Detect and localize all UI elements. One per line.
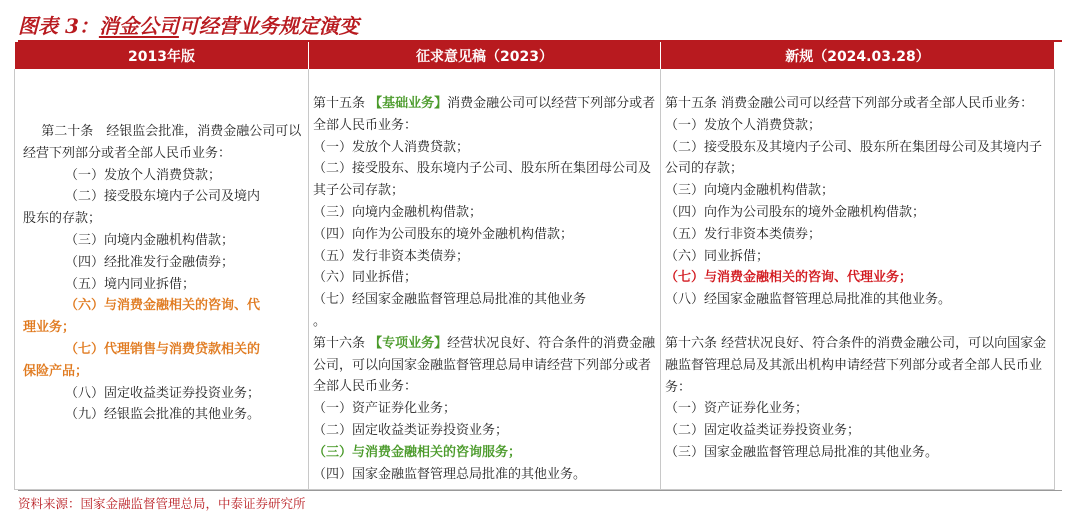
list-item: （五）境内同业拆借； bbox=[65, 276, 196, 292]
list-item: （六）同业拆借； bbox=[313, 270, 418, 286]
article-number: 第十五条 bbox=[313, 96, 370, 111]
article-text: 经营状况良好、符合条件的消费金融公司，可以向国家金融监督管理总局申请经营下列部分或者全部人民币业务： bbox=[313, 335, 656, 395]
list-item: （二）接受股东、股东境内子公司、股东所在集团母公司及其子公司存款； bbox=[313, 161, 652, 199]
figure-title-name: 消金公司 bbox=[98, 14, 179, 38]
header-2013: 2013年版 bbox=[15, 42, 309, 69]
list-item: （八）经国家金融监督管理总局批准的其他业务。 bbox=[665, 292, 952, 308]
list-item-highlight: （七）代理销售与消费贷款相关的 bbox=[65, 341, 261, 357]
figure-title bbox=[18, 10, 359, 39]
list-item: （七）经国家金融监督管理总局批准的其他业务 bbox=[313, 292, 587, 308]
list-item: 股东的存款； bbox=[23, 211, 102, 227]
article-16-intro bbox=[313, 333, 656, 398]
list-item: （四）国家金融监督管理总局批准的其他业务。 bbox=[313, 466, 587, 482]
column-2013 bbox=[15, 69, 309, 490]
figure-title-rest: 可经营业务规定演变 bbox=[178, 14, 359, 38]
list-item: 。 bbox=[313, 313, 327, 329]
list-item: （九）经银监会批准的其他业务。 bbox=[65, 407, 261, 423]
header-new-2024: 新规（2024.03.28） bbox=[661, 42, 1055, 69]
list-item-highlight: 理业务； bbox=[23, 320, 76, 336]
spacer bbox=[665, 311, 1050, 333]
table-header-row bbox=[15, 42, 1055, 69]
article-number: 第十六条 bbox=[313, 335, 370, 351]
list-item: （三）向境内金融机构借款； bbox=[65, 232, 235, 248]
article-15-intro: 第十五条 消费金融公司可以经营下列部分或者全部人民币业务： bbox=[665, 96, 1034, 111]
list-item: （一）发放个人消费贷款； bbox=[65, 167, 222, 183]
header-draft-2023: 征求意见稿（2023） bbox=[309, 42, 661, 69]
list-item: （六）同业拆借； bbox=[665, 248, 770, 264]
source-note: 资料来源：国家金融监督管理总局，中泰证券研究所 bbox=[18, 490, 1062, 512]
list-item: （一）资产证券化业务； bbox=[665, 401, 809, 417]
list-item: （二）接受股东及其境内子公司、股东所在集团母公司及其境内子公司的存款； bbox=[665, 139, 1043, 177]
list-item: （二）固定收益类证券投资业务； bbox=[665, 423, 861, 439]
list-item-highlight: （三）与消费金融相关的咨询服务； bbox=[313, 444, 522, 460]
article-20-intro: 第二十条 经银监会批准，消费金融公司可以经营下列部分或者全部人民币业务： bbox=[23, 124, 302, 161]
list-item: （五）发行非资本类债券； bbox=[313, 248, 470, 264]
column-draft-2023 bbox=[309, 69, 661, 490]
list-item: （一）发放个人消费贷款； bbox=[665, 117, 822, 133]
special-business-tag: 【专项业务】 bbox=[369, 335, 448, 351]
list-item: （一）发放个人消费贷款； bbox=[313, 139, 470, 155]
list-item: （一）资产证券化业务； bbox=[313, 401, 457, 417]
basic-business-tag: 【基础业务】 bbox=[369, 96, 448, 111]
list-item: （四）向作为公司股东的境外金融机构借款； bbox=[313, 226, 574, 242]
list-item: （二）接受股东境内子公司及境内 bbox=[65, 189, 261, 205]
article-15-intro bbox=[313, 93, 656, 137]
list-item: （三）国家金融监督管理总局批准的其他业务。 bbox=[665, 444, 939, 460]
article-16-intro: 第十六条 经营状况良好、符合条件的消费金融公司，可以向国家金融监督管理总局及其派出机构申请经营下列部分或者全部人民币业务： bbox=[665, 335, 1047, 395]
list-item: （四）向作为公司股东的境外金融机构借款； bbox=[665, 204, 926, 220]
list-item-highlight: 保险产品； bbox=[23, 363, 89, 379]
list-item: （三）向境内金融机构借款； bbox=[313, 204, 483, 220]
comparison-table bbox=[14, 42, 1055, 490]
figure-title-prefix: 图表 3： bbox=[18, 14, 99, 38]
list-item: （二）固定收益类证券投资业务； bbox=[313, 422, 509, 438]
title-bar bbox=[18, 8, 1062, 42]
list-item: （三）向境内金融机构借款； bbox=[665, 183, 835, 199]
list-item: （四）经批准发行金融债券； bbox=[65, 254, 235, 270]
column-new-2024 bbox=[661, 69, 1055, 490]
list-item: （五）发行非资本类债券； bbox=[665, 226, 822, 242]
list-item: （八）固定收益类证券投资业务； bbox=[65, 385, 261, 401]
list-item-highlight: （七）与消费金融相关的咨询、代理业务； bbox=[665, 270, 913, 286]
list-item-highlight: （六）与消费金融相关的咨询、代 bbox=[65, 298, 261, 314]
article-text: 消费金融公司可以经营下列部分或者全部人民币业务： bbox=[313, 96, 656, 133]
table-body-row bbox=[15, 69, 1055, 490]
